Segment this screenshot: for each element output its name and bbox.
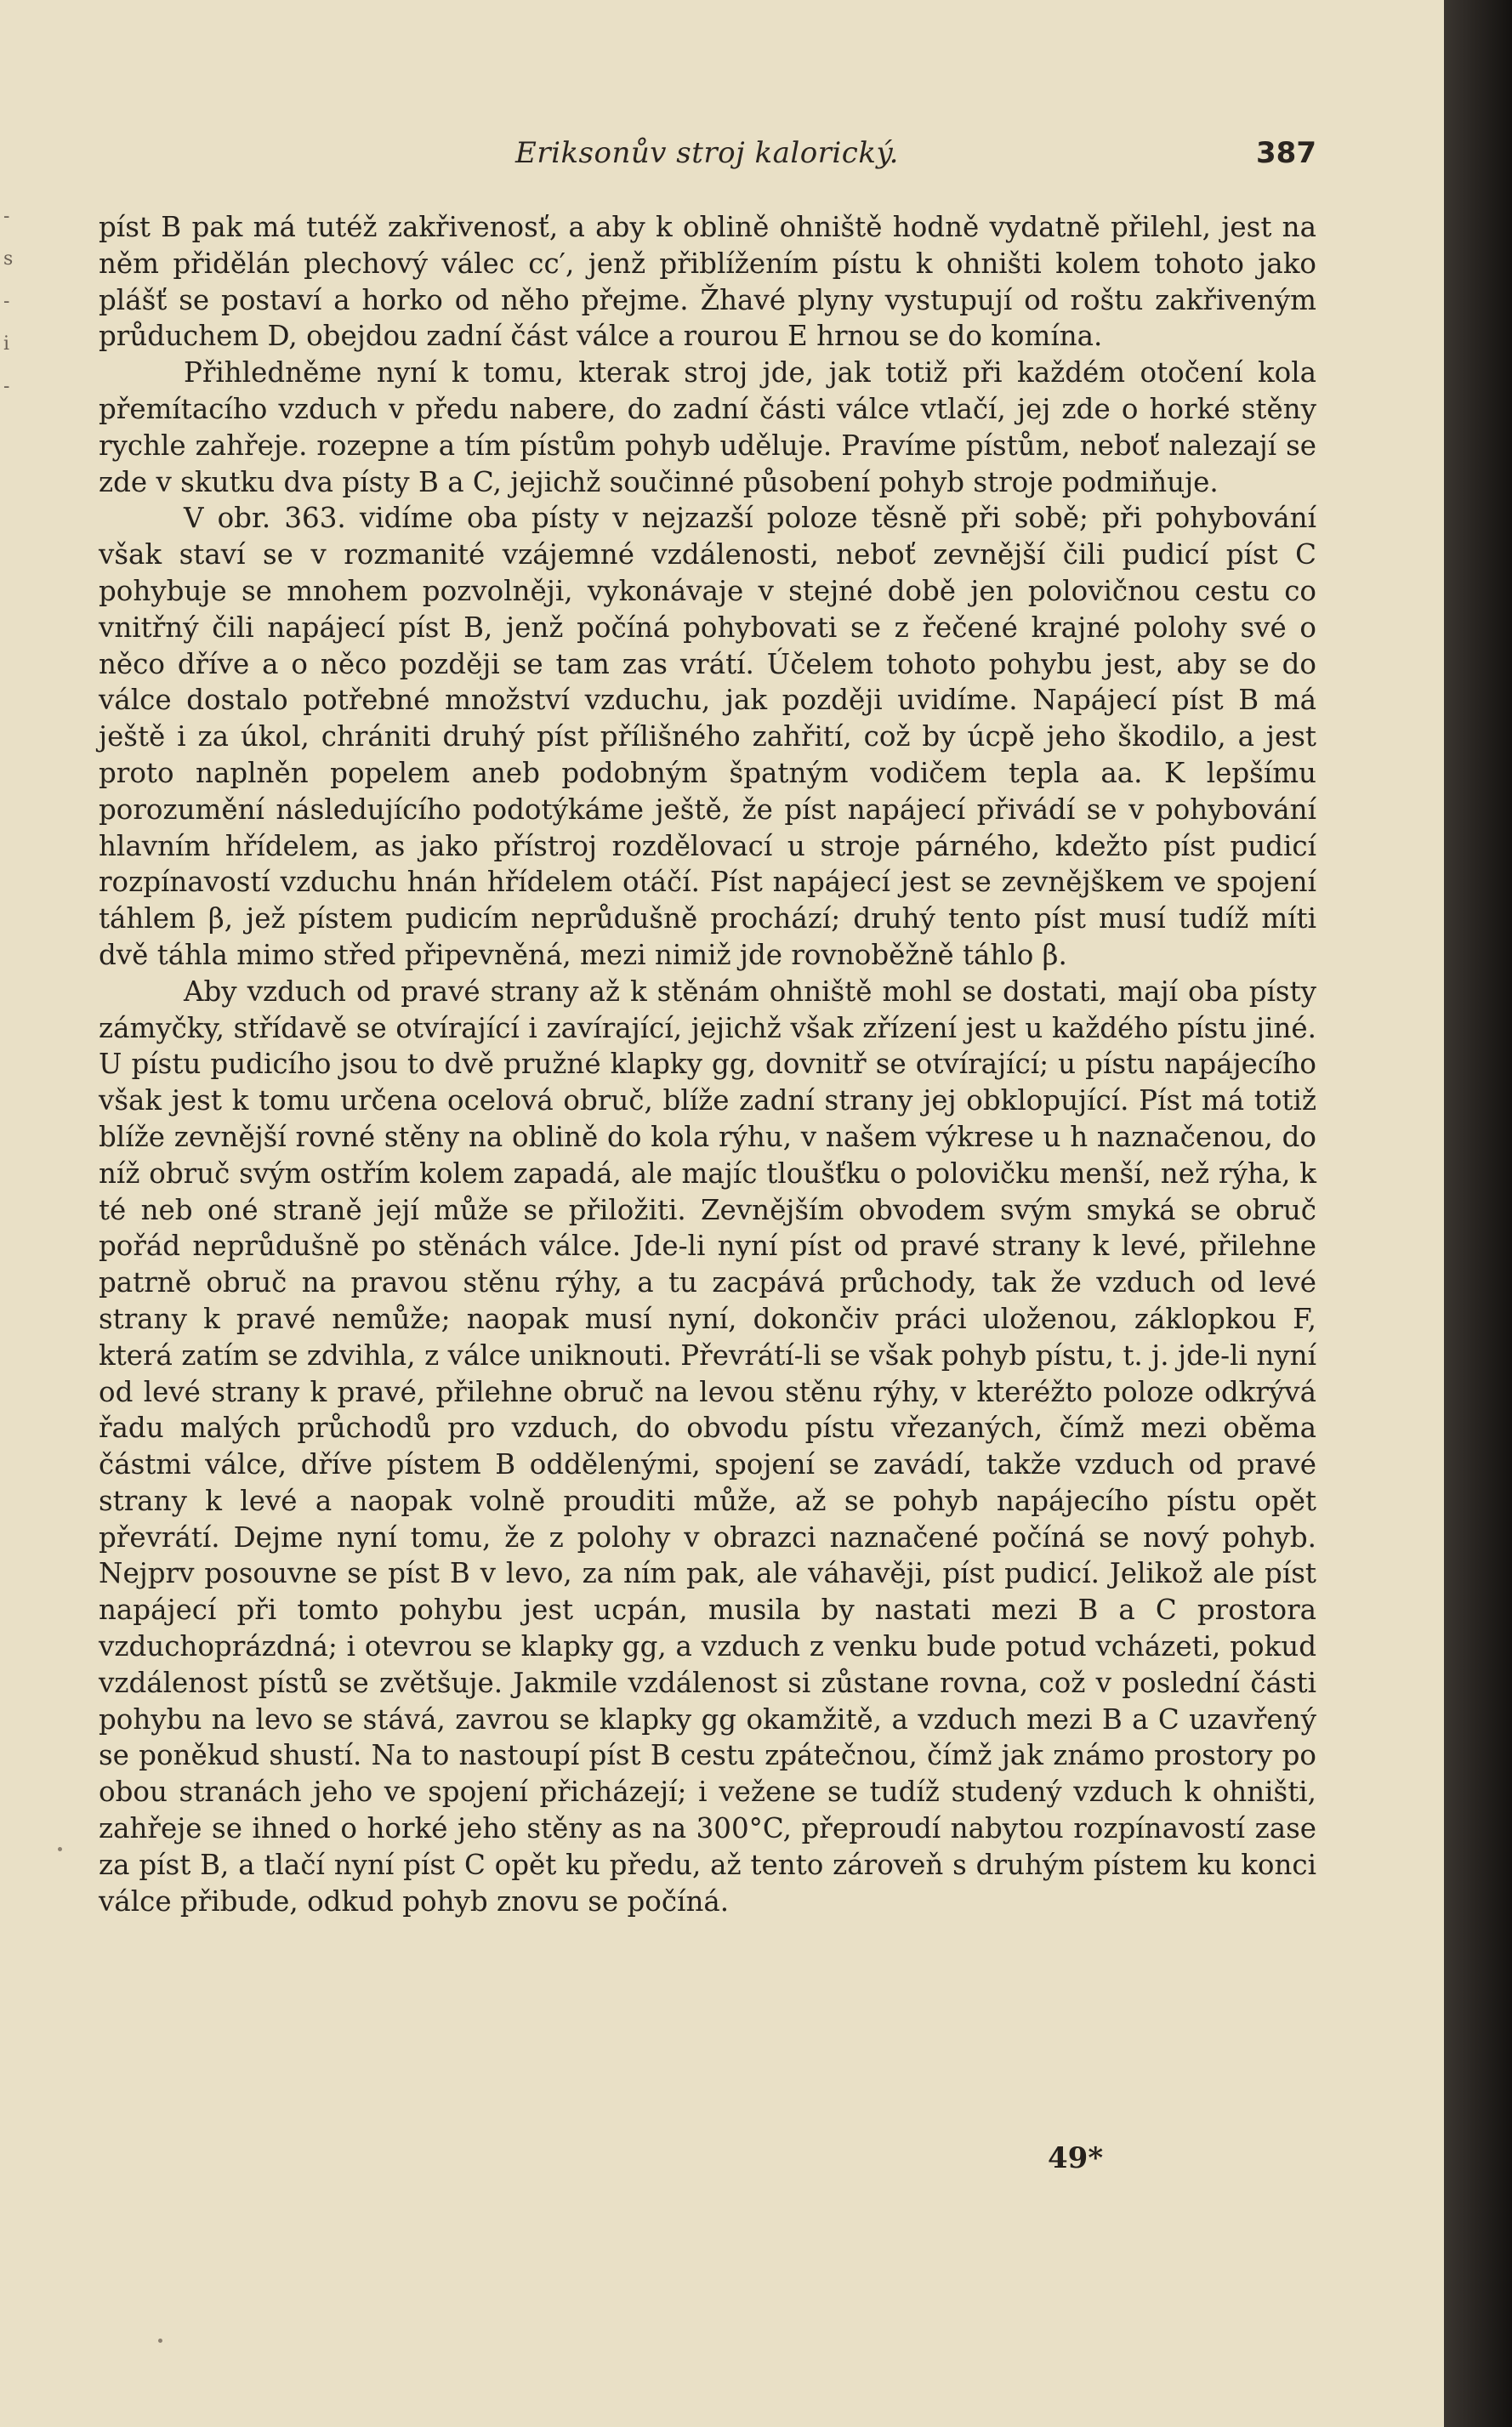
paragraph-4: Aby vzduch od pravé strany až k stěnám ohniště mohl se dostati, mají oba písty zámyčky, střídavě se otvírající i zavírající, jejichž však zřízení jest u každého pístu jiné. U pístu pudicího jsou to dvě pružné klapky gg, dovnitř se otvírající; u pístu napájecího však jest k tomu určena ocelová obruč, blíže zadní strany jej obklopující. Píst má totiž blíže zevnější rovné stěny na oblině do kola rýhu, v našem výkrese u h naznačenou, do níž obruč svým ostřím kolem zapadá, ale majíc tloušťku o polovičku menší, než rýha, k té neb oné straně její může se přiložiti. Zevnějším obvodem svým smyká se obruč pořád neprůdušně po stěnách válce. Jde-li nyní píst od pravé strany k levé, přilehne patrně obruč na pravou stěnu rýhy, a tu zacpává průchody, tak že vzduch od levé strany k pravé nemůže; naopak musí nyní, dokončiv práci uloženou, záklopkou F, která zatím se zdvihla, z válce uniknouti. Převrátí-li se však pohyb pístu, t. j. jde-li nyní od levé strany k pravé, přilehne obruč na levou stěnu rýhy, v kteréžto poloze odkrývá řadu malých průchodů pro vzduch, do obvodu pístu vřezaných, čímž mezi oběma částmi válce, dříve pístem B oddělenými, spojení se zavádí, takže vzduch od pravé strany k levé a naopak volně prouditi může, až se pohyb napájecího pístu opět převrátí. Dejme nyní tomu, že z polohy v obrazci naznačené počíná se nový pohyb. Nejprv posouvne se píst B v levo, za ním pak, ale váhavěji, píst pudicí. Jelikož ale píst napájecí při tomto pohybu jest ucpán, musila by nastati mezi B a C prostora vzduchoprázdná; i otevrou se klapky gg, a vzduch z venku bude potud vcházeti, pokud vzdálenost pístů se zvětšuje. Jakmile vzdálenost si zůstane rovna, což v poslední části pohybu na levo se stává, zavrou se klapky gg okamžitě, a vzduch mezi B a C uzavřený se poněkud shustí. Na to nastoupí píst B cestu zpátečnou, čímž jak známo prostory po obou stranách jeho ve spojení přicházejí; i vežene se tudíž studený vzduch k ohništi, zahřeje se ihned o horké jeho stěny as na 300°C, přeproudí nabytou rozpínavostí zase za píst B, a tlačí nyní píst C opět ku předu, až tento zároveň s druhým pístem ku konci válce přibude, odkud pohyb znovu se počíná. [99, 975, 1316, 1918]
paragraph-2: Přihledněme nyní k tomu, kterak stroj jde, jak totiž při každém otočení kola přemítacího vzduch v předu nabere, do zadní části válce vtlačí, jej zde o horké stěny rychle zahřeje. rozepne a tím pístům pohyb uděluje. Pravíme pístům, neboť nalezají se zde v skutku dva písty B a C, jejichž součinné působení pohyb stroje podmiňuje. [99, 356, 1316, 498]
binding-edge [1444, 0, 1512, 2427]
margin-mark: - [3, 376, 10, 397]
margin-mark: - [3, 291, 10, 312]
margin-mark: s [3, 248, 14, 270]
paper-speck [158, 2339, 162, 2343]
page-header [99, 136, 1316, 179]
paragraph-3: V obr. 363. vidíme oba písty v nejzazší poloze těsně při sobě; při pohybování však staví se v rozmanité vzájemné vzdálenosti, neboť zevnější čili pudicí píst C pohybuje se mnohem pozvolněji, vykonávaje v stejné době jen polovičnou cestu co vnitřný čili napájecí píst B, jenž počíná pohybovati se z řečené krajné polohy své o něco dříve a o něco později se tam zas vrátí. Účelem tohoto pohybu jest, aby se do válce dostalo potřebné množství vzduchu, jak později uvidíme. Napájecí píst B má ještě i za úkol, chrániti druhý píst přílišného zahřití, což by úcpě jeho škodilo, a jest proto naplněn popelem aneb podobným špatným vodičem tepla aa. K lepšímu porozumění následujícího podotýkáme ještě, že píst napájecí přivádí se v pohybování hlavním hřídelem, as jako přístroj rozdělovací u stroje párného, kdežto píst pudicí rozpínavostí vzduchu hnán hřídelem otáčí. Píst napájecí jest se zevnějškem ve spojení táhlem β, jež pístem pudicím neprůdušně prochází; druhý tento píst musí tudíž míti dvě táhla mimo střed připevněná, mezi nimiž jde rovnoběžně táhlo β. [99, 502, 1316, 971]
paragraph-1: píst B pak má tutéž zakřivenosť, a aby k oblině ohniště hodně vydatně přilehl, jest na něm přidělán plechový válec cc′, jenž přiblížením pístu k ohništi kolem tohoto jako plášť se postaví a horko od něho přejme. Žhavé plyny vystupují od roštu zakřiveným průduchem D, obejdou zadní část válce a rourou E hrnou se do komína. [99, 211, 1316, 353]
body-text [99, 209, 1316, 1919]
page-number: 387 [1256, 136, 1316, 170]
signature-mark: 49* [1048, 2141, 1104, 2175]
running-title: Eriksonův stroj kalorický. [515, 136, 899, 170]
paper-speck [58, 1847, 62, 1851]
margin-marks [3, 196, 15, 451]
margin-mark: - [3, 206, 10, 227]
margin-mark: i [3, 333, 10, 355]
